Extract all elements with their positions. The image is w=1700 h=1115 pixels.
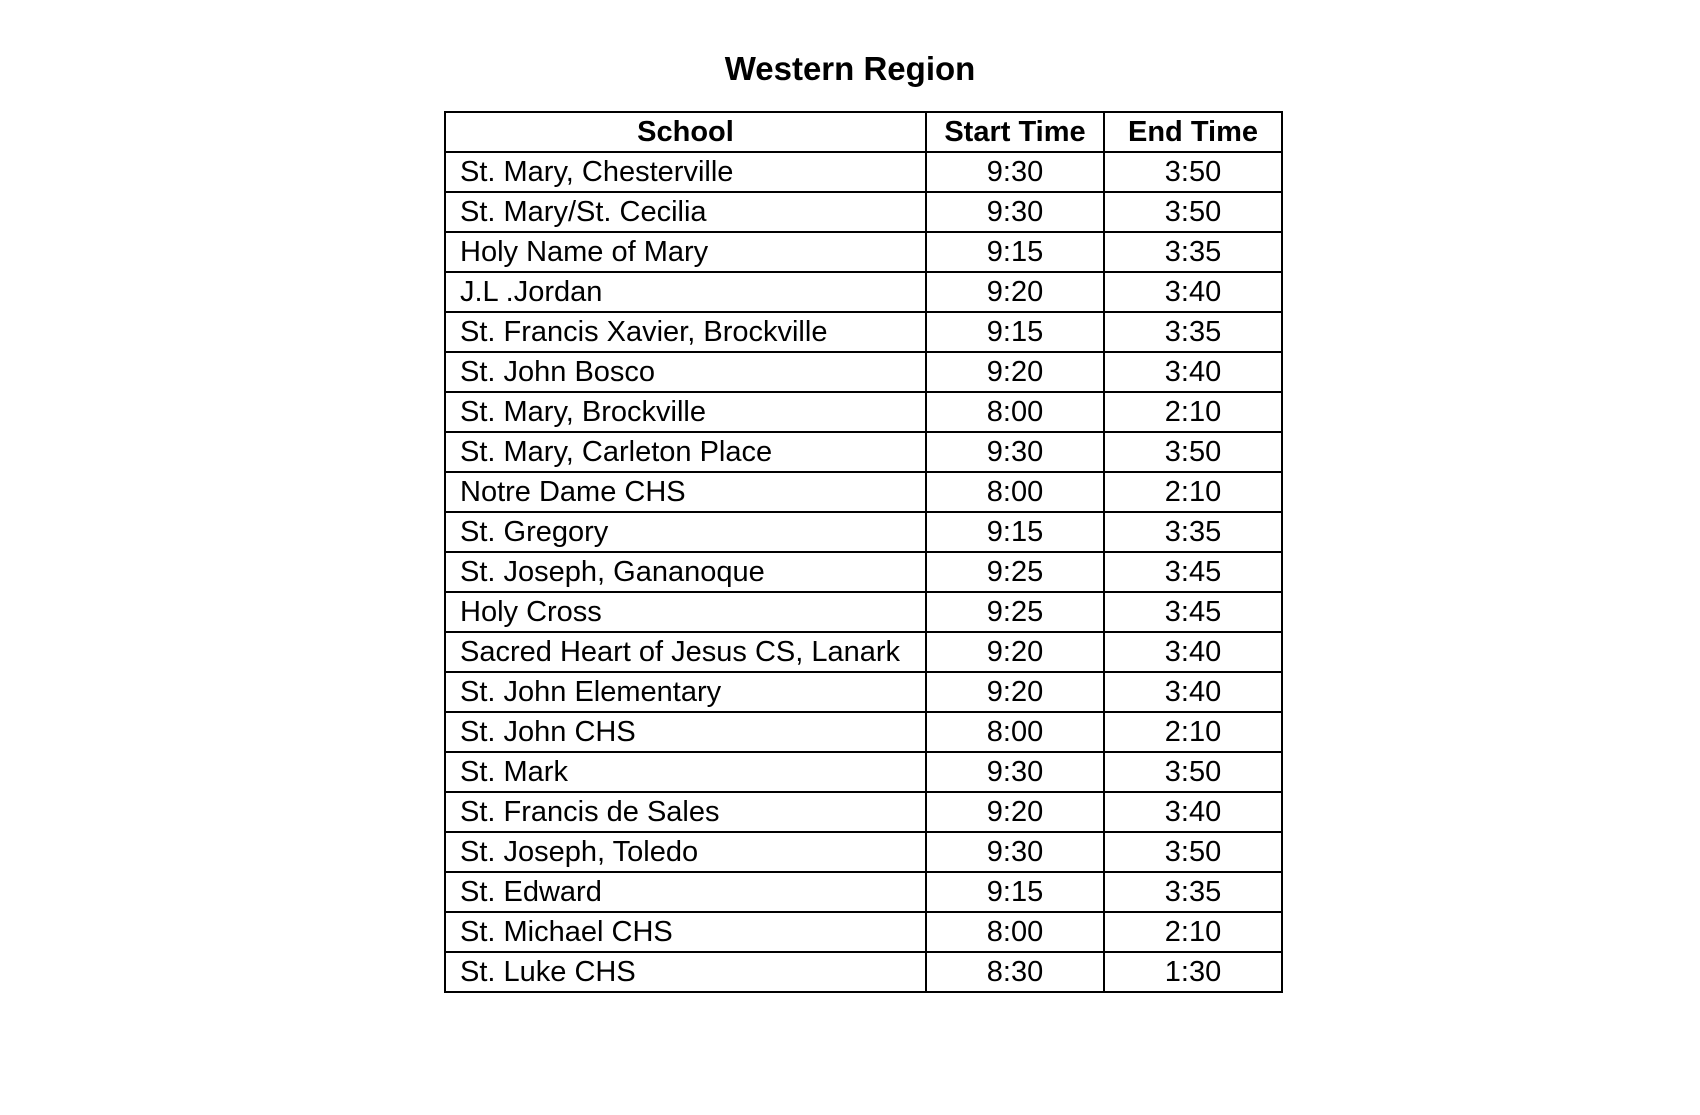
start-time-cell: 9:15: [926, 232, 1104, 272]
column-header-start-time: Start Time: [926, 112, 1104, 152]
end-time-cell: 3:40: [1104, 632, 1282, 672]
school-cell: St. John CHS: [445, 712, 926, 752]
table-row: [445, 872, 1282, 912]
school-cell: St. Francis de Sales: [445, 792, 926, 832]
start-time-cell: 9:30: [926, 832, 1104, 872]
end-time-cell: 3:50: [1104, 752, 1282, 792]
school-cell: St. Francis Xavier, Brockville: [445, 312, 926, 352]
table-row: [445, 712, 1282, 752]
end-time-cell: 3:35: [1104, 872, 1282, 912]
start-time-cell: 9:30: [926, 432, 1104, 472]
school-cell: St. Mark: [445, 752, 926, 792]
school-cell: Sacred Heart of Jesus CS, Lanark: [445, 632, 926, 672]
start-time-cell: 9:15: [926, 312, 1104, 352]
end-time-cell: 3:35: [1104, 512, 1282, 552]
end-time-cell: 3:50: [1104, 432, 1282, 472]
table-row: [445, 752, 1282, 792]
school-cell: St. John Bosco: [445, 352, 926, 392]
start-time-cell: 9:20: [926, 672, 1104, 712]
school-cell: Notre Dame CHS: [445, 472, 926, 512]
table-row: [445, 432, 1282, 472]
table-row: [445, 152, 1282, 192]
table-row: [445, 912, 1282, 952]
start-time-cell: 9:20: [926, 352, 1104, 392]
table-row: [445, 552, 1282, 592]
start-time-cell: 9:15: [926, 512, 1104, 552]
school-cell: St. Mary, Brockville: [445, 392, 926, 432]
table-body: [445, 152, 1282, 992]
table-row: [445, 352, 1282, 392]
table-row: [445, 792, 1282, 832]
table-row: [445, 472, 1282, 512]
school-cell: St. John Elementary: [445, 672, 926, 712]
table-row: [445, 232, 1282, 272]
table-row: [445, 592, 1282, 632]
end-time-cell: 3:45: [1104, 552, 1282, 592]
table-row: [445, 672, 1282, 712]
end-time-cell: 3:50: [1104, 192, 1282, 232]
table-row: [445, 392, 1282, 432]
school-times-table: [444, 111, 1283, 993]
start-time-cell: 8:00: [926, 472, 1104, 512]
end-time-cell: 3:50: [1104, 152, 1282, 192]
page-title: Western Region: [724, 50, 976, 87]
end-time-cell: 2:10: [1104, 392, 1282, 432]
table-row: [445, 512, 1282, 552]
start-time-cell: 8:30: [926, 952, 1104, 992]
start-time-cell: 9:25: [926, 552, 1104, 592]
school-cell: St. Michael CHS: [445, 912, 926, 952]
start-time-cell: 9:25: [926, 592, 1104, 632]
start-time-cell: 9:30: [926, 192, 1104, 232]
end-time-cell: 3:40: [1104, 352, 1282, 392]
column-header-school: School: [445, 112, 926, 152]
school-cell: St. Edward: [445, 872, 926, 912]
end-time-cell: 3:40: [1104, 672, 1282, 712]
school-cell: St. Mary, Carleton Place: [445, 432, 926, 472]
end-time-cell: 3:40: [1104, 272, 1282, 312]
school-cell: St. Joseph, Gananoque: [445, 552, 926, 592]
school-cell: St. Gregory: [445, 512, 926, 552]
school-cell: St. Luke CHS: [445, 952, 926, 992]
table-row: [445, 952, 1282, 992]
start-time-cell: 9:30: [926, 152, 1104, 192]
end-time-cell: 3:45: [1104, 592, 1282, 632]
column-header-end-time: End Time: [1104, 112, 1282, 152]
school-cell: St. Joseph, Toledo: [445, 832, 926, 872]
end-time-cell: 3:40: [1104, 792, 1282, 832]
table-row: [445, 272, 1282, 312]
end-time-cell: 3:35: [1104, 232, 1282, 272]
start-time-cell: 9:20: [926, 792, 1104, 832]
table-row: [445, 312, 1282, 352]
table-header-row: [445, 112, 1282, 152]
end-time-cell: 1:30: [1104, 952, 1282, 992]
table-row: [445, 832, 1282, 872]
start-time-cell: 9:20: [926, 272, 1104, 312]
school-cell: St. Mary/St. Cecilia: [445, 192, 926, 232]
end-time-cell: 3:35: [1104, 312, 1282, 352]
end-time-cell: 2:10: [1104, 912, 1282, 952]
school-cell: J.L .Jordan: [445, 272, 926, 312]
start-time-cell: 9:15: [926, 872, 1104, 912]
start-time-cell: 9:20: [926, 632, 1104, 672]
school-cell: St. Mary, Chesterville: [445, 152, 926, 192]
table-row: [445, 192, 1282, 232]
start-time-cell: 8:00: [926, 912, 1104, 952]
end-time-cell: 3:50: [1104, 832, 1282, 872]
end-time-cell: 2:10: [1104, 472, 1282, 512]
start-time-cell: 8:00: [926, 712, 1104, 752]
start-time-cell: 9:30: [926, 752, 1104, 792]
table-row: [445, 632, 1282, 672]
school-cell: Holy Cross: [445, 592, 926, 632]
school-cell: Holy Name of Mary: [445, 232, 926, 272]
start-time-cell: 8:00: [926, 392, 1104, 432]
end-time-cell: 2:10: [1104, 712, 1282, 752]
